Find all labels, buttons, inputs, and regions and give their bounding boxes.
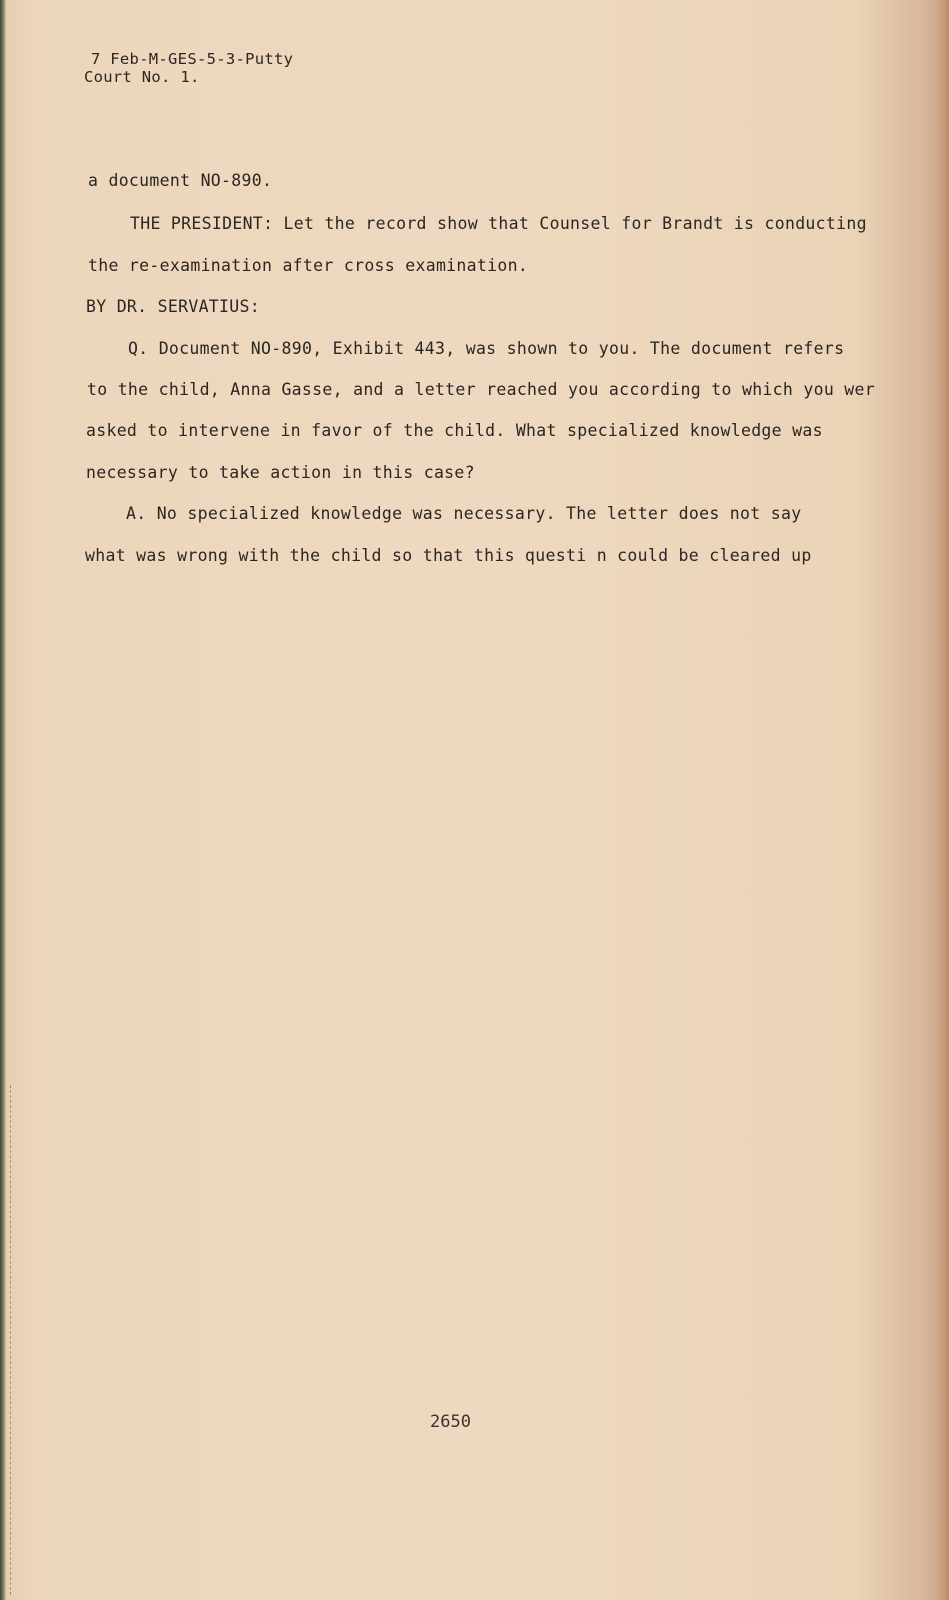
text-line-5: Q. Document NO-890, Exhibit 443, was shown to you. The document refers [128,339,845,358]
text-line-4: BY DR. SERVATIUS: [86,297,260,316]
header-reference: 7 Feb-M-GES-5-3-Putty [91,50,294,68]
text-line-9: A. No specialized knowledge was necessary. The letter does not say [126,504,802,523]
paper-crease [10,1085,13,1595]
page-number: 2650 [430,1412,471,1432]
page-right-edge [935,0,949,1600]
header-court: Court No. 1. [84,68,200,86]
page-left-edge [0,0,6,1600]
text-line-6: to the child, Anna Gasse, and a letter reached you according to which you wer [87,380,876,399]
text-line-8: necessary to take action in this case? [86,463,475,482]
text-line-3: the re-examination after cross examination. [88,256,529,275]
text-line-7: asked to intervene in favor of the child. What specialized knowledge was [86,421,823,440]
text-line-2: THE PRESIDENT: Let the record show that Counsel for Brandt is conducting [130,214,867,233]
text-line-10: what was wrong with the child so that this questi n could be cleared up [85,546,812,565]
text-line-1: a document NO-890. [88,171,273,190]
